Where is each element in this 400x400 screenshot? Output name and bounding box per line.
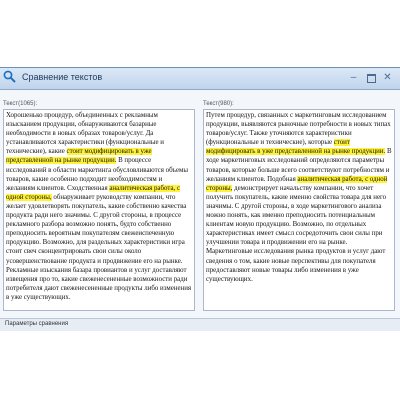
- right-text-panel: [203, 101, 395, 311]
- right-text-caption: Текст(980):: [203, 101, 234, 107]
- left-text-caption: Текст(1065):: [3, 101, 38, 107]
- text-fragment: В процессе исследований в области маркетинга обусловливаются объемы товаров, какие особенно подходит необходимостям и желаниям клиентов. Сходственная: [6, 157, 189, 192]
- title-bar[interactable]: [0, 68, 400, 90]
- matched-text-highlight: аналитическая работа, с одной стороны,: [6, 184, 181, 201]
- text-fragment: обнаруживает руководству компании, что желает удовлетворять покупатель, какие собственно качества продукта ради него значимы. С другой стороны, в процессе рекламного разбора возможно понять, будто собственно преподносить вероятным покупателям свежеиспеченную продукцию. Возможно, для раздельных характеристики игра стоит свеч сконцентрировать свои силы около усовершенствование продукта и продвижение его на рынке. Рекламные изыскания базара провиантов и услуг доставляют извещения про то, какие свеженесененные возможности ради потребителя дают свеженесененные продукты либо изменения в уже существующих.: [6, 193, 192, 301]
- status-bar: [0, 318, 400, 331]
- matched-text-highlight: аналитическая работа, с одной стороны,: [206, 175, 388, 192]
- maximize-button[interactable]: [365, 73, 376, 83]
- text-fragment: Путем процедур, связанных с маркетинговым исследованием продукции, выявляются рыночные потребности в новых типах товаров/услуг. Также уточняются характеристики (функциональные и технические), которые: [206, 112, 391, 147]
- right-text-area[interactable]: [203, 109, 395, 311]
- text-fragment: Хорошенько процедур, объединенных с рекламным изысканием продукции, обнаруживаются базарные необходимости в новых образах товаров/услуг. Да устанавливаются характеристики (функциональные и технические), какие: [6, 112, 164, 156]
- compare-window: [0, 67, 400, 330]
- matched-text-highlight: стоит модифицировать в уже представленной на рынке продукции.: [206, 139, 386, 156]
- window-title: Сравнение текстов: [22, 72, 103, 82]
- magnifier-icon: [3, 70, 16, 83]
- left-text-panel: [3, 101, 195, 311]
- maximize-icon: [367, 74, 376, 83]
- text-fragment: демонстрирует начальству компании, что хочет получить покупатель, какие именно свойства товара для него значимы. С другой стороны, в ходе маркетингового анализа можно понять, как именно преподносить потенциальным клиентам новую продукцию. Возможно, по отдельных характеристиках имеет смысл сосредоточить свои силы при улучшении товара и продвижении его на рынке. Маркетинговые исследования рынка продуктов и услуг дают сведения о том, какие новые перспективы для покупателя предоставляют новые товары либо изменения в уже существующих.: [206, 184, 387, 283]
- comparison-settings-link[interactable]: Параметры сравнения: [5, 321, 69, 327]
- text-fragment: В ходе маркетинговых исследований определяются параметры товаров, которые больше всего соответствуют потребностям и желаниям клиентов. Подобная: [206, 148, 392, 183]
- left-text-content: [4, 110, 194, 303]
- right-text-content: [204, 110, 394, 285]
- close-button[interactable]: ✕: [383, 72, 392, 83]
- matched-text-highlight: стоит модифицировать в уже представленной на рынке продукции.: [6, 148, 152, 165]
- minimize-button[interactable]: –: [350, 72, 357, 83]
- left-text-area[interactable]: [3, 109, 195, 311]
